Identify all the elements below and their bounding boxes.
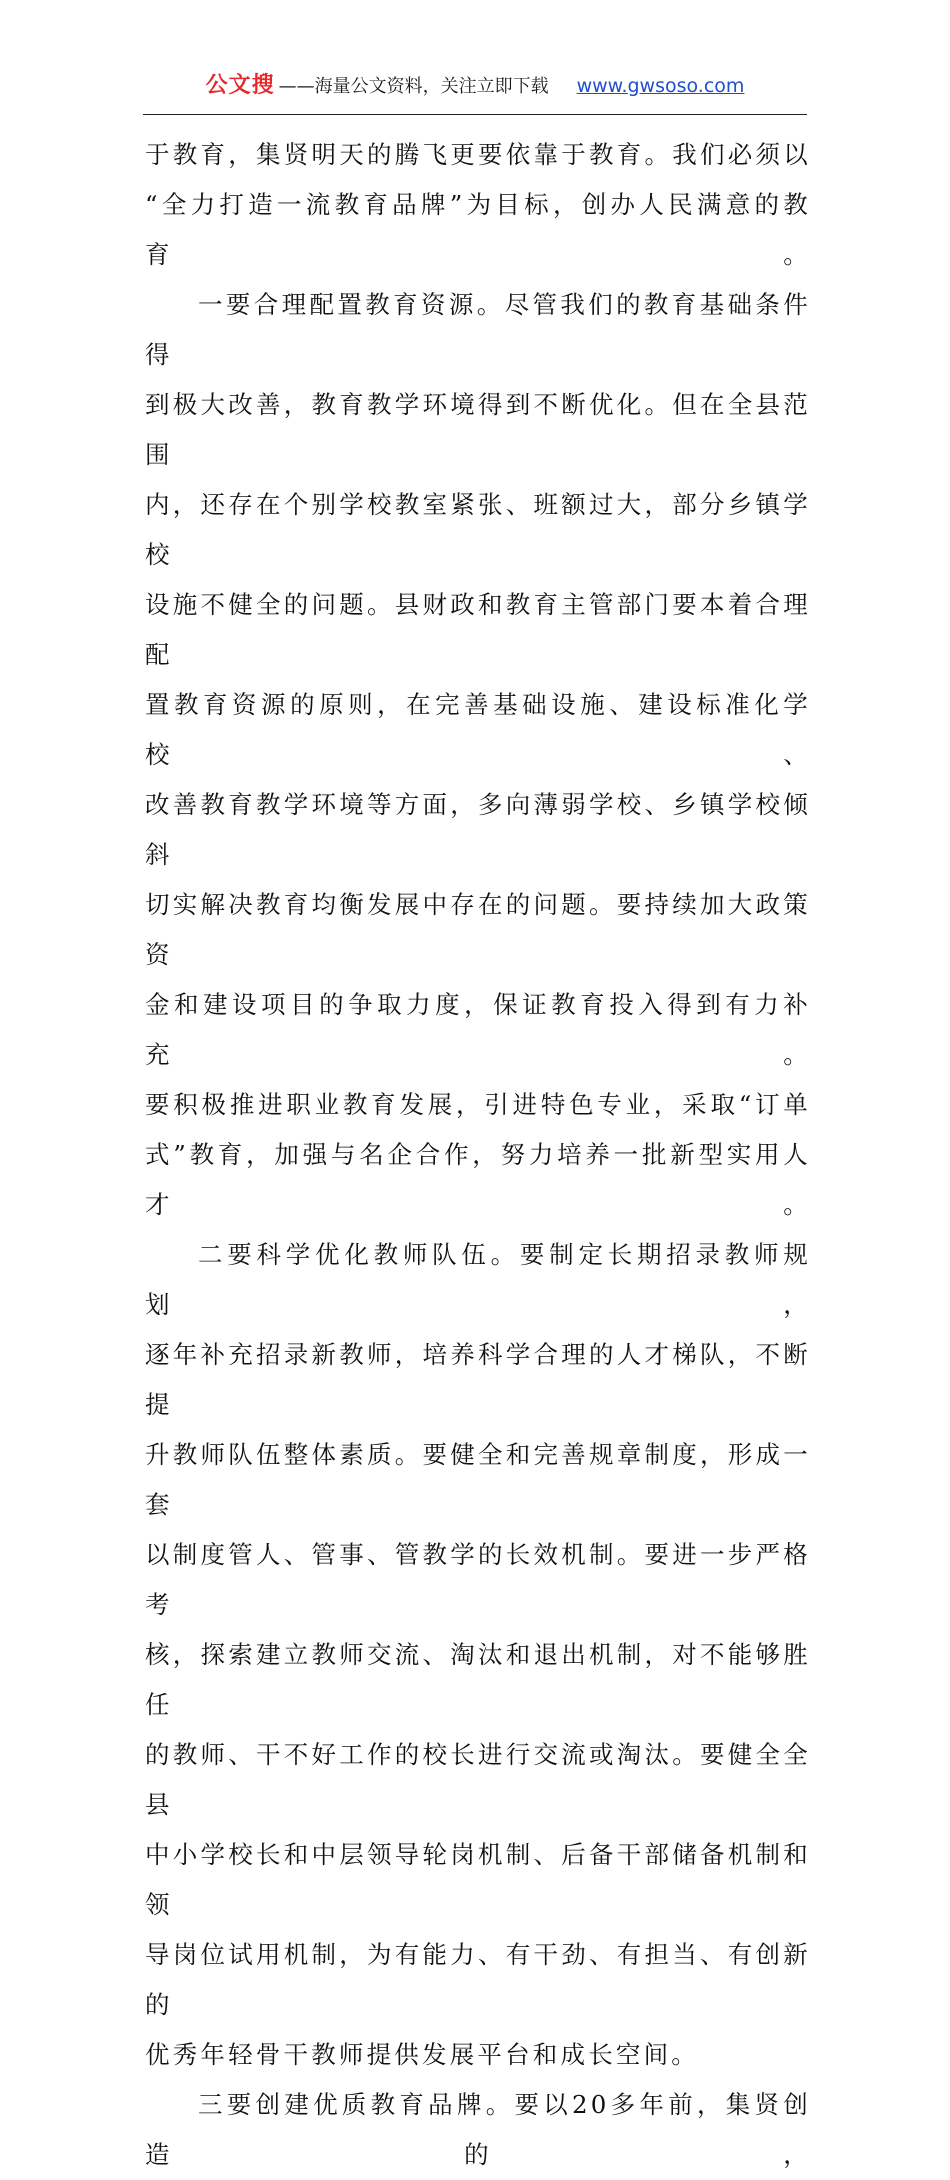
site-link[interactable]: www.gwsoso.com (576, 75, 745, 97)
text-line: 内，还存在个别学校教室紧张、班额过大，部分乡镇学校 (145, 490, 811, 569)
text-line: 升教师队伍整体素质。要健全和完善规章制度，形成一套 (145, 1440, 811, 1519)
text-line: 的教师、干不好工作的校长进行交流或淘汰。要健全全县 (145, 1740, 811, 1819)
text-line: 要积极推进职业教育发展，引进特色专业，采取“订单 (145, 1090, 811, 1119)
text-line: 逐年补充招录新教师，培养科学合理的人才梯队，不断提 (145, 1340, 811, 1419)
text-line: 到极大改善，教育教学环境得到不断优化。但在全县范围 (145, 390, 811, 469)
text-line: 式”教育，加强与名企合作，努力培养一批新型实用人才。 (145, 1140, 811, 1219)
text-line: 设施不健全的问题。县财政和教育主管部门要本着合理配 (145, 590, 811, 669)
header-tagline: ——海量公文资料，关注立即下载 (278, 76, 549, 97)
document-body (145, 130, 811, 2180)
brand-logo-text: 公文搜 (205, 73, 275, 98)
text-line: 于教育，集贤明天的腾飞更要依靠于教育。我们必须以 (145, 140, 811, 169)
text-line: 三要创建优质教育品牌。要以20多年前，集贤创造的， (145, 2090, 811, 2169)
text-line: 核，探索建立教师交流、淘汰和退出机制，对不能够胜任 (145, 1640, 811, 1719)
page-header (0, 68, 950, 108)
text-line: 二要科学优化教师队伍。要制定长期招录教师规划， (145, 1240, 811, 1319)
text-line: 置教育资源的原则，在完善基础设施、建设标准化学校、 (145, 690, 811, 769)
text-line: 导岗位试用机制，为有能力、有干劲、有担当、有创新的 (145, 1940, 811, 2019)
text-line: 改善教育教学环境等方面，多向薄弱学校、乡镇学校倾斜 (145, 790, 811, 869)
text-line: “全力打造一流教育品牌”为目标，创办人民满意的教育。 (145, 190, 811, 269)
text-line: 以制度管人、管事、管教学的长效机制。要进一步严格考 (145, 1540, 811, 1619)
text-line: 切实解决教育均衡发展中存在的问题。要持续加大政策资 (145, 890, 811, 969)
header-divider (143, 114, 807, 115)
text-line: 优秀年轻骨干教师提供发展平台和成长空间。 (145, 2040, 699, 2069)
text-line: 中小学校长和中层领导轮岗机制、后备干部储备机制和领 (145, 1840, 811, 1919)
text-line: 金和建设项目的争取力度，保证教育投入得到有力补充。 (145, 990, 811, 1069)
text-line: 一要合理配置教育资源。尽管我们的教育基础条件得 (145, 290, 811, 369)
